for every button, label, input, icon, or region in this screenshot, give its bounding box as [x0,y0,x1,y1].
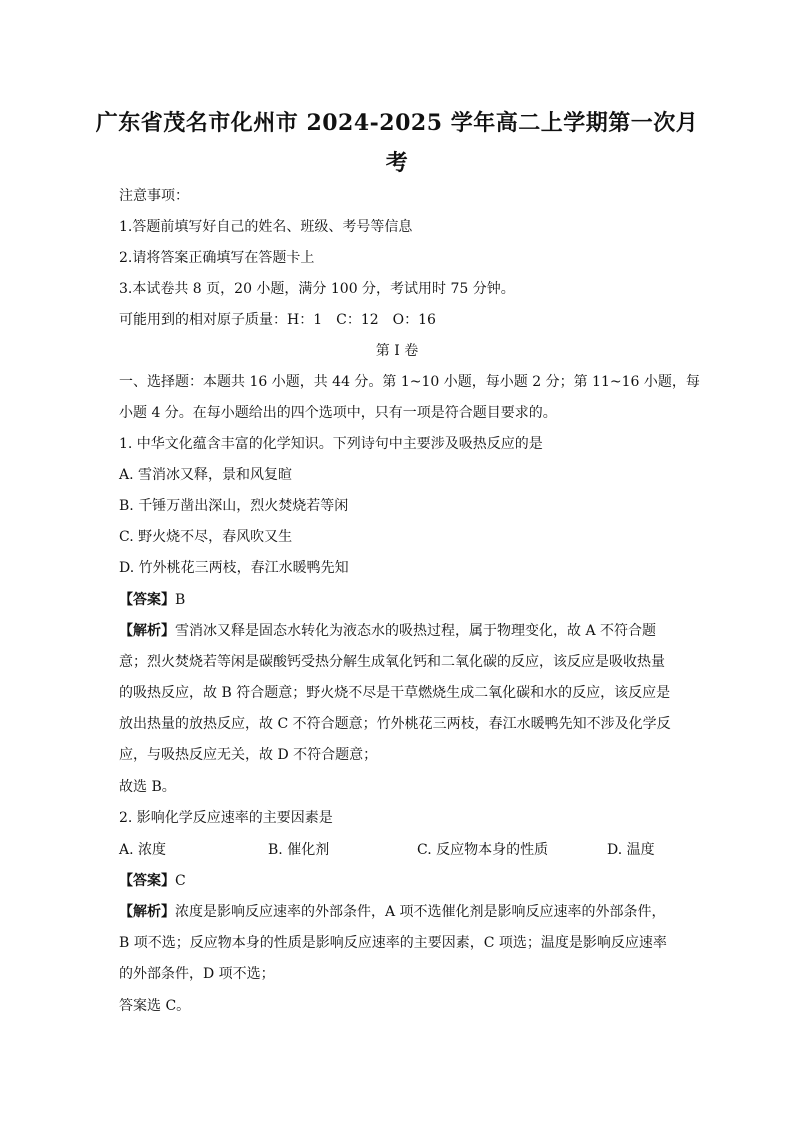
notes-heading: 注意事项： [119,188,189,204]
q2-answer-label: 【答案】 [119,873,175,889]
q1-conclusion: 故选 B。 [119,779,176,795]
atomic-mass-line: 可能用到的相对原子质量：H：1 C：12 O：16 [119,312,436,328]
q1-option-b: B. 千锤万凿出深山，烈火焚烧若等闲 [119,498,349,514]
q2-analysis-label: 【解析】 [119,904,175,920]
q2-option-b: B. 催化剂 [268,842,330,858]
q1-analysis-line-1 [119,621,679,641]
q1-option-d: D. 竹外桃花三两枝，春江水暖鸭先知 [119,560,349,576]
q1-answer-label: 【答案】 [119,592,175,608]
q1-analysis-line-3: 的吸热反应，故 B 符合题意；野火烧不尽是干草燃烧生成二氧化碳和水的反应，该反应是 [119,685,671,701]
q1-option-c: C. 野火烧不尽，春风吹又生 [119,529,293,545]
q2-option-d: D. 温度 [607,842,655,858]
q2-conclusion: 答案选 C。 [119,998,191,1014]
q1-stem: 1. 中华文化蕴含丰富的化学知识。下列诗句中主要涉及吸热反应的是 [119,436,543,452]
q2-analysis-line-2: B 项不选；反应物本身的性质是影响反应速率的主要因素，C 项选；温度是影响反应速率 [119,935,667,951]
notes-item-3: 3.本试卷共 8 页，20 小题，满分 100 分，考试用时 75 分钟。 [119,281,515,297]
volume-heading: 第 I 卷 [375,343,419,359]
q1-answer [119,590,679,610]
section-instruction-line-1: 一、选择题：本题共 16 小题，共 44 分。第 1~10 小题，每小题 2 分；第 11~16 小题，每 [119,374,700,390]
q2-option-a: A. 浓度 [119,842,167,858]
q2-stem: 2. 影响化学反应速率的主要因素是 [119,810,333,826]
q2-answer [119,871,679,891]
q1-answer-value: B [175,592,186,608]
q1-analysis-text-1: 雪消冰又释是固态水转化为液态水的吸热过程，属于物理变化，故 A 不符合题 [175,623,657,639]
q1-analysis-line-2: 意；烈火焚烧若等闲是碳酸钙受热分解生成氧化钙和二氧化碳的反应，该反应是吸收热量 [119,654,665,670]
notes-item-2: 2.请将答案正确填写在答题卡上 [119,250,315,266]
exam-title-line-2: 考 [385,150,409,176]
q2-option-c: C. 反应物本身的性质 [417,842,549,858]
q1-analysis-label: 【解析】 [119,623,175,639]
q1-analysis-line-5: 应，与吸热反应无关，故 D 不符合题意； [119,747,378,763]
section-instruction-line-2: 小题 4 分。在每小题给出的四个选项中，只有一项是符合题目要求的。 [119,405,557,421]
q1-option-a: A. 雪消冰又释，景和风复暄 [119,467,293,483]
q2-analysis-line-3: 的外部条件，D 项不选； [119,966,275,982]
notes-item-1: 1.答题前填写好自己的姓名、班级、考号等信息 [119,219,413,235]
q2-answer-value: C [175,873,186,889]
q1-analysis-line-4: 放出热量的放热反应，故 C 不符合题意；竹外桃花三两枝，春江水暖鸭先知不涉及化学反 [119,716,671,732]
exam-title-line-1: 广东省茂名市化州市 2024-2025 学年高二上学期第一次月 [95,110,699,136]
q2-analysis-text-1: 浓度是影响反应速率的外部条件，A 项不选催化剂是影响反应速率的外部条件， [175,904,666,920]
q2-analysis-line-1 [119,902,679,922]
